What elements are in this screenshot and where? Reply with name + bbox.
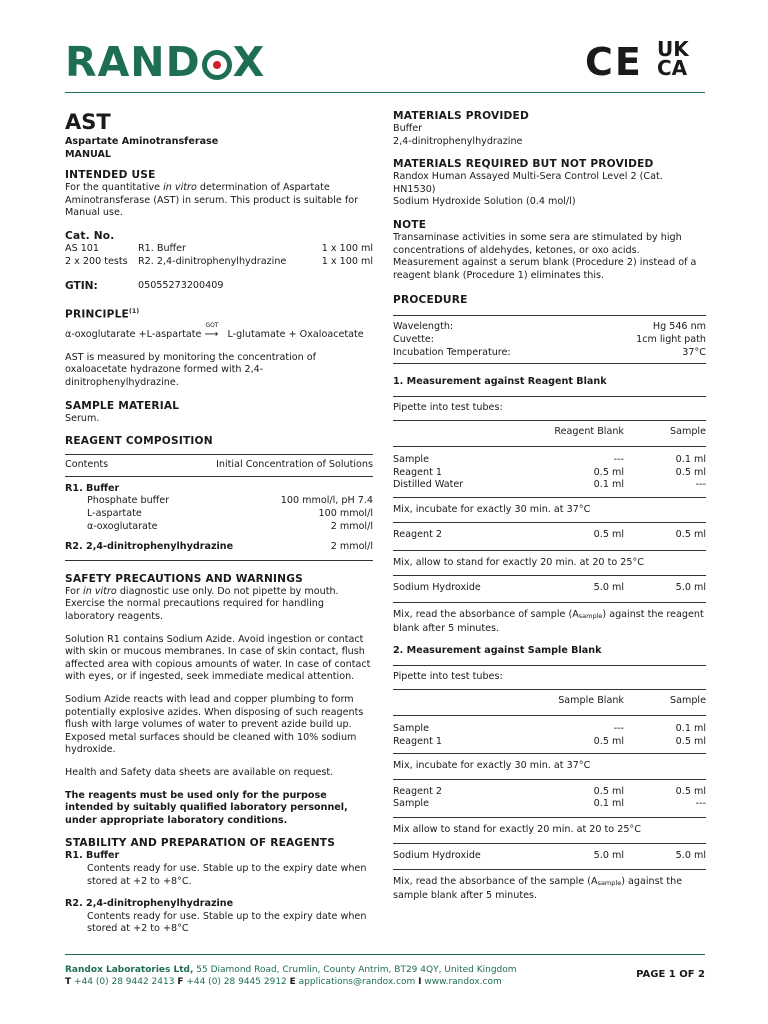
stability-r2-label: R2. 2,4-dinitrophenylhydrazine	[65, 898, 234, 910]
composition-row: L-aspartate 100 mmol/l	[87, 508, 373, 520]
materials-required-item: Sodium Hydroxide Solution (0.4 mol/l)	[393, 196, 576, 208]
materials-item: 2,4-dinitrophenylhydrazine	[393, 135, 523, 147]
composition-header-row: Contents Initial Concentration of Solutions	[65, 459, 373, 471]
procedure-row: Reagent 1 0.5 ml 0.5 ml	[393, 466, 706, 478]
ce-mark: CE	[585, 40, 643, 84]
stability-r1-label: R1. Buffer	[65, 850, 120, 862]
footer-contacts: T +44 (0) 28 9442 2413 F +44 (0) 28 9445 2912 E applications@randox.com I www.randox.com	[65, 977, 502, 987]
product-code: AST	[65, 110, 111, 134]
procedure-step: Mix, incubate for exactly 30 min. at 37°C	[393, 503, 591, 515]
procedure-row: Reagent 2 0.5 ml 0.5 ml	[393, 529, 706, 541]
procedure-row: Sodium Hydroxide 5.0 ml 5.0 ml	[393, 849, 706, 861]
procedure-param: Cuvette: 1cm light path	[393, 333, 706, 345]
procedure-table-header: Sample Blank Sample	[558, 695, 706, 707]
procedure-step: Mix allow to stand for exactly 20 min. at 20 to 25°C	[393, 824, 641, 835]
cat-row: AS 101 R1. Buffer 1 x 100 ml	[65, 242, 373, 254]
product-full-name: Aspartate Aminotransferase	[65, 136, 219, 147]
logo-o-icon	[202, 50, 232, 80]
principle-reaction: α-oxoglutarate +L-aspartate GOT ⟶ L-glutamate + Oxaloacetate	[65, 322, 364, 341]
procedure-read-step: Mix, read the absorbance of the sample (Asample) against the sample blank after 5 minutes.	[393, 876, 683, 901]
procedure-row: Reagent 1 0.5 ml 0.5 ml	[393, 735, 706, 747]
right-column	[393, 110, 706, 902]
intended-use-heading: INTENDED USE	[65, 169, 156, 182]
stability-r1-text: Contents ready for use. Stable up to the expiry date when stored at +2 to +8°C.	[87, 862, 367, 887]
safety-paragraph: For in vitro diagnostic use only. Do not pipette by mouth. Exercise the normal precautions required for handling laboratory reagents.	[65, 585, 339, 622]
safety-warning: The reagents must be used only for the purpose intended by suitably qualified laboratory personnel, under appropriate laboratory conditions.	[65, 789, 348, 826]
procedure1-heading: 1. Measurement against Reagent Blank	[393, 376, 607, 388]
procedure-row: Sodium Hydroxide 5.0 ml 5.0 ml	[393, 582, 706, 594]
composition-row: Phosphate buffer 100 mmol/l, pH 7.4	[87, 495, 373, 507]
sample-material-heading: SAMPLE MATERIAL	[65, 399, 180, 412]
materials-required-heading: MATERIALS REQUIRED BUT NOT PROVIDED	[393, 158, 654, 171]
note-text: Transaminase activities in some sera are stimulated by high concentrations of aldehydes, ketones, or oxo acids. Measurement against a serum blank (Procedure 2) instead of a reagent blank (Procedure 1) eliminates this.	[393, 231, 697, 281]
page-header	[65, 38, 705, 93]
procedure-param: Incubation Temperature: 37°C	[393, 346, 706, 358]
safety-paragraph: Sodium Azide reacts with lead and copper plumbing to form potentially explosive azides. When disposing of such reagents flush with large volumes of water to prevent azide build up. Exposed metal surfaces should be cleaned with 10% sodium hydroxide.	[65, 693, 364, 756]
cat-row: 2 x 200 tests R2. 2,4-dinitrophenylhydrazine 1 x 100 ml	[65, 255, 373, 267]
procedure-read-step: Mix, read the absorbance of sample (Asample) against the reagent blank after 5 minutes.	[393, 609, 704, 634]
procedure-row: Sample --- 0.1 ml	[393, 453, 706, 465]
note-heading: NOTE	[393, 218, 427, 231]
cat-no-heading: Cat. No.	[65, 229, 115, 242]
composition-row: α-oxoglutarate 2 mmol/l	[87, 520, 373, 532]
sample-material-text: Serum.	[65, 412, 100, 424]
left-column	[65, 110, 373, 936]
procedure-param: Wavelength: Hg 546 nm	[393, 321, 706, 333]
randox-logo: RAND X	[65, 38, 266, 86]
page-number: PAGE 1 OF 2	[636, 969, 705, 980]
ukca-mark: UK CA	[657, 37, 689, 80]
procedure-row: Sample 0.1 ml ---	[393, 798, 706, 810]
principle-text: AST is measured by monitoring the concentration of oxaloacetate hydrazone formed with 2,4-dinitrophenylhydrazine.	[65, 351, 317, 389]
r1-label: R1. Buffer	[65, 482, 120, 494]
procedure-step: Mix, incubate for exactly 30 min. at 37°C	[393, 760, 591, 772]
materials-item: Buffer	[393, 123, 423, 134]
procedure-step: Mix, allow to stand for exactly 20 min. at 20 to 25°C	[393, 556, 644, 568]
materials-provided-heading: MATERIALS PROVIDED	[393, 110, 529, 122]
stability-r2-text: Contents ready for use. Stable up to the expiry date when stored at +2 to +8°C	[87, 910, 367, 935]
safety-heading: SAFETY PRECAUTIONS AND WARNINGS	[65, 572, 303, 585]
composition-row: R2. 2,4-dinitrophenylhydrazine 2 mmol/l	[65, 541, 373, 553]
principle-heading: PRINCIPLE$^{(1)}$	[65, 307, 140, 321]
procedure2-heading: 2. Measurement against Sample Blank	[393, 645, 602, 657]
gtin-row: GTIN: 05055273200409	[65, 280, 224, 293]
product-method: MANUAL	[65, 148, 112, 160]
procedure-heading: PROCEDURE	[393, 294, 468, 307]
pipette-instruction: Pipette into test tubes:	[393, 401, 503, 413]
procedure-table-header: Reagent Blank Sample	[554, 426, 706, 438]
procedure-row: Sample --- 0.1 ml	[393, 723, 706, 735]
footer-address: Randox Laboratories Ltd, 55 Diamond Road, Crumlin, County Antrim, BT29 4QY, United Kingdom	[65, 965, 517, 975]
safety-paragraph: Solution R1 contains Sodium Azide. Avoid ingestion or contact with skin or mucous membranes. In case of skin contact, flush affected area with copious amounts of water. In case of contact with eyes, or if ingested, seek immediate medical attention.	[65, 633, 371, 683]
procedure-row: Distilled Water 0.1 ml ---	[393, 479, 706, 491]
materials-required-item: Randox Human Assayed Multi-Sera Control Level 2 (Cat. HN1530)	[393, 171, 663, 195]
pipette-instruction: Pipette into test tubes:	[393, 670, 503, 682]
intended-use-text: For the quantitative in vitro determination of Aspartate Aminotransferase (AST) in serum. This product is suitable for Manual use.	[65, 182, 359, 219]
page-footer	[65, 954, 705, 988]
reagent-composition-heading: REAGENT COMPOSITION	[65, 435, 213, 448]
stability-heading: STABILITY AND PREPARATION OF REAGENTS	[65, 837, 336, 850]
procedure-row: Reagent 2 0.5 ml 0.5 ml	[393, 785, 706, 797]
safety-paragraph: Health and Safety data sheets are available on request.	[65, 766, 334, 778]
